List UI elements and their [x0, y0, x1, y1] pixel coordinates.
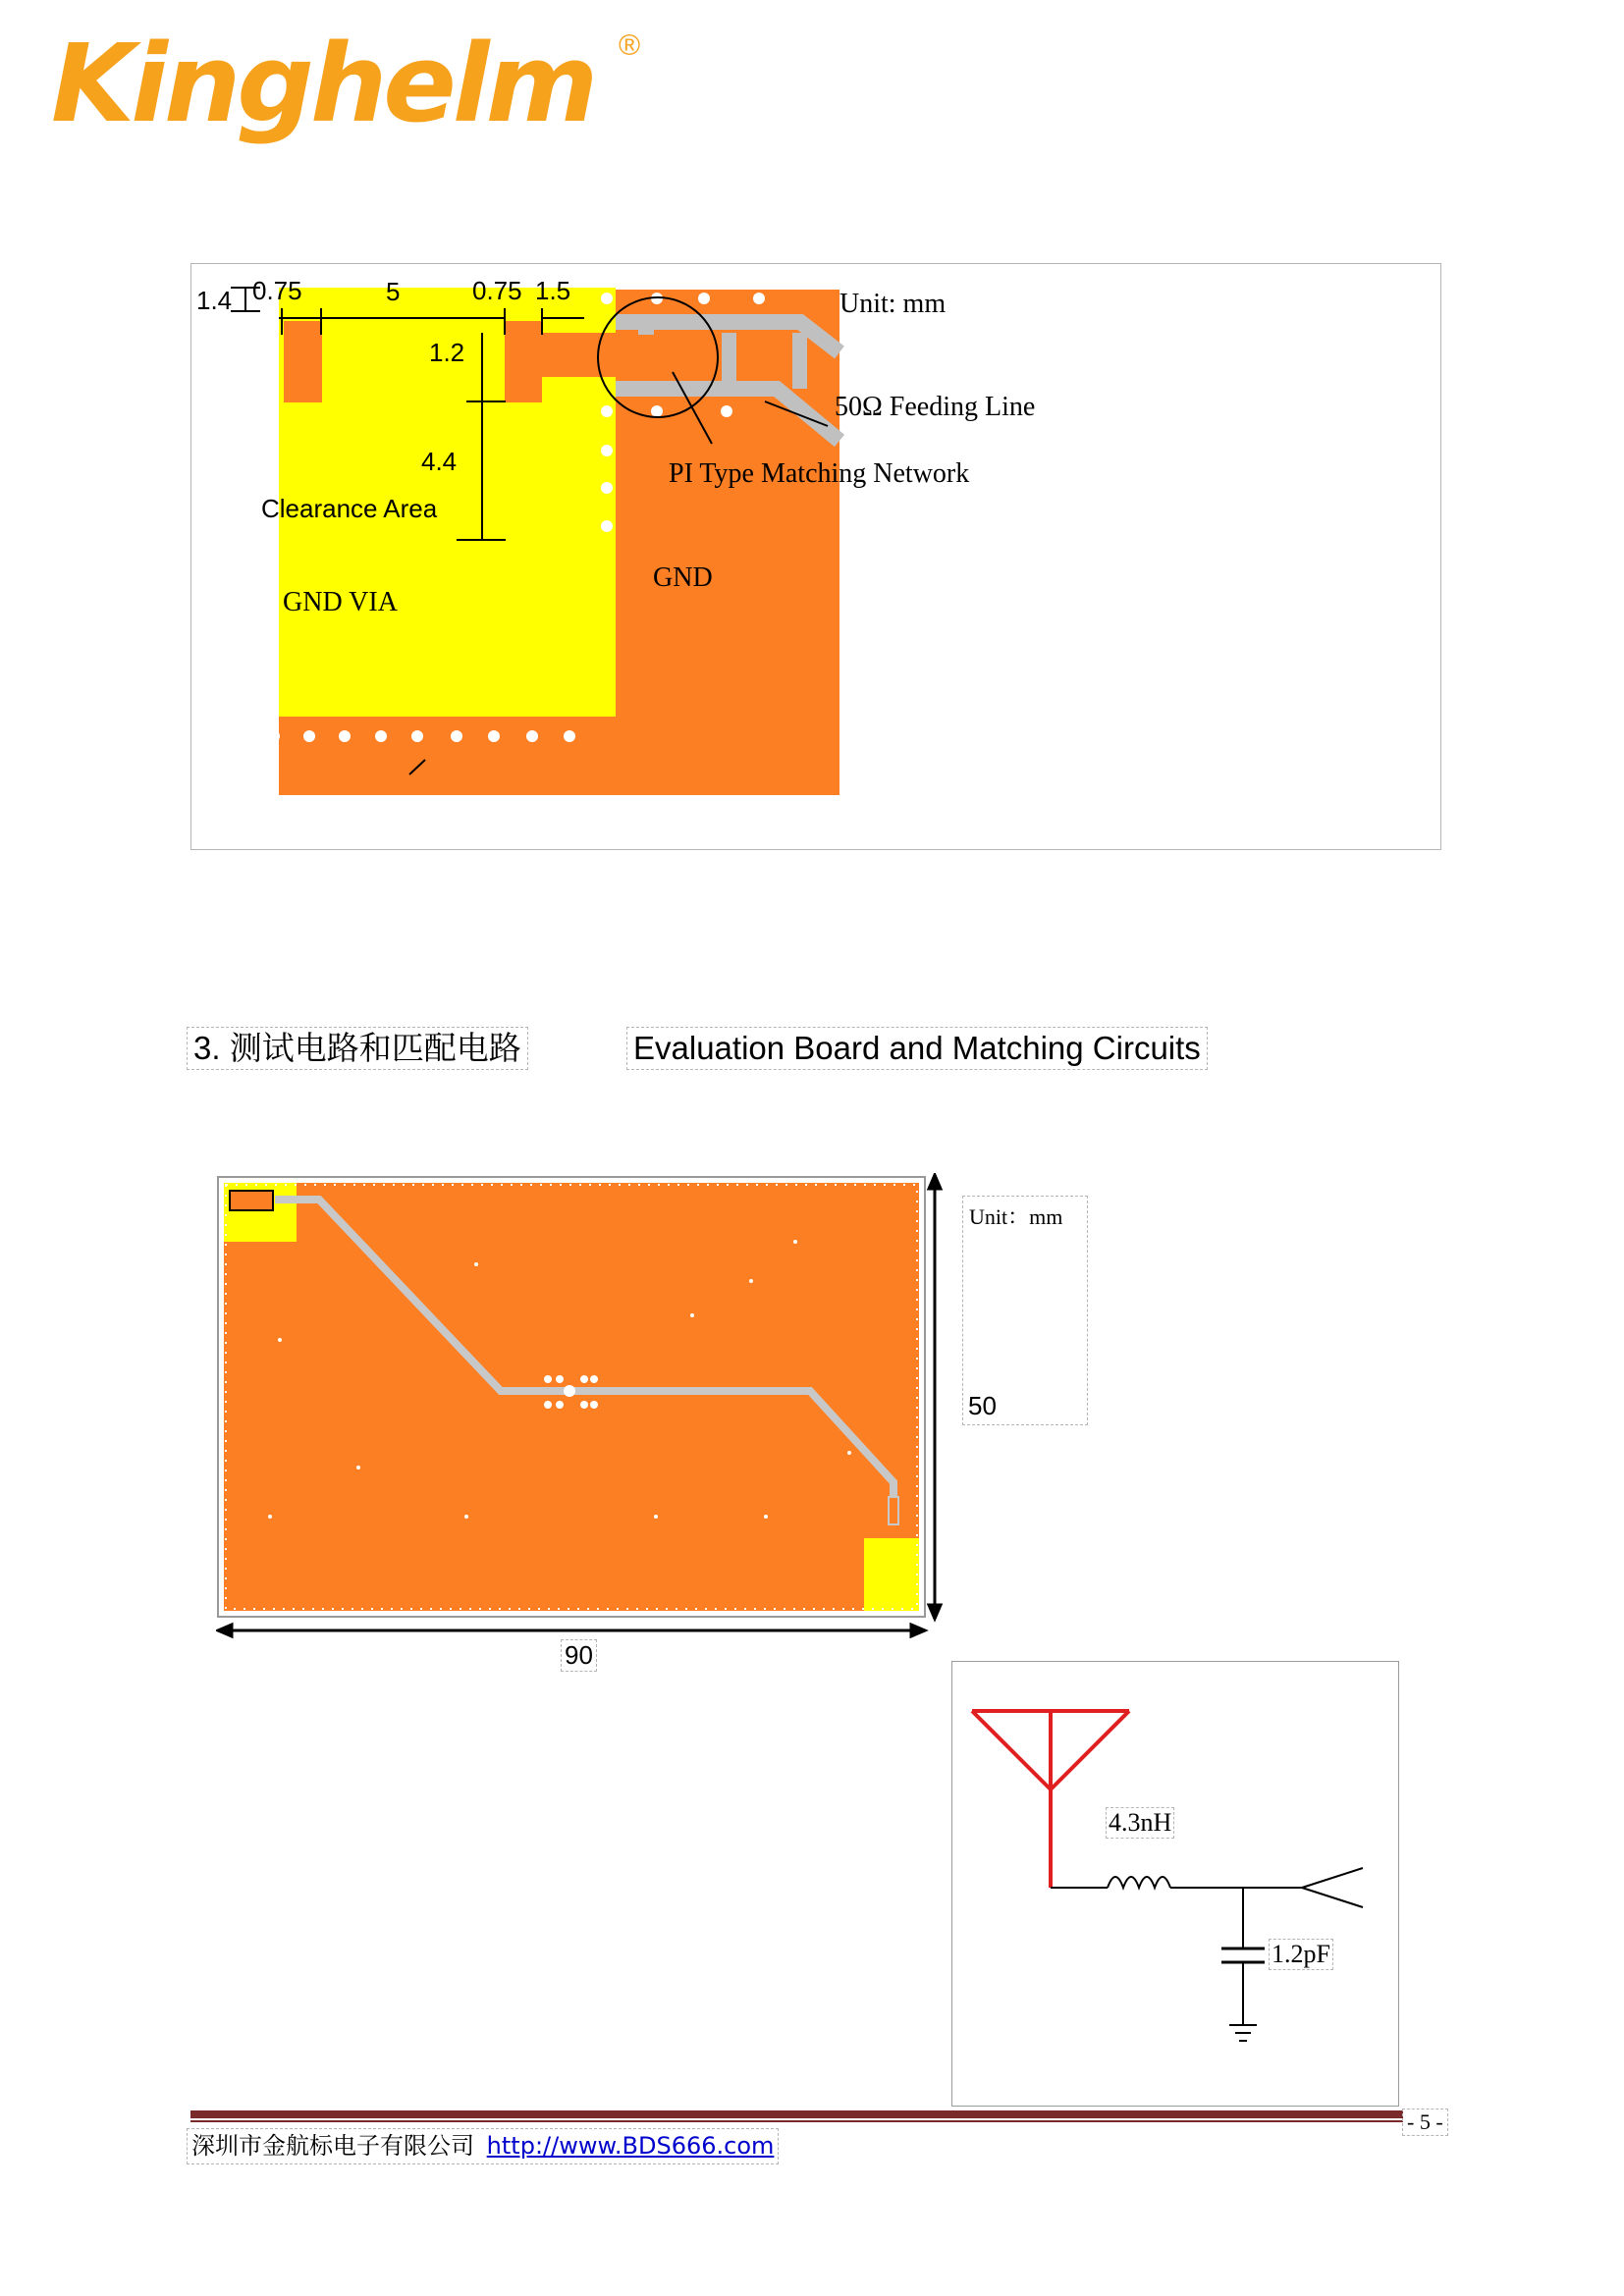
board-width-label: 90 — [561, 1639, 597, 1672]
dim-1-2: 1.2 — [429, 338, 465, 367]
antenna-symbol — [972, 1711, 1129, 1888]
footer-url-link[interactable]: http://www.BDS666.com — [486, 2132, 775, 2160]
antenna-layout-drawing — [191, 264, 1442, 851]
antenna-pad-left — [284, 321, 322, 402]
capacitor-label: 1.2pF — [1269, 1939, 1333, 1970]
gnd-via-label: GND VIA — [283, 587, 398, 617]
registered-mark: ® — [619, 29, 641, 62]
inductor-symbol — [1108, 1877, 1170, 1888]
matching-circuit-figure — [951, 1661, 1399, 2107]
inductor-label: 4.3nH — [1106, 1807, 1174, 1839]
feeding-line-label: 50Ω Feeding Line — [835, 392, 1036, 422]
shunt-element-right — [792, 333, 807, 389]
footer-rule — [190, 2110, 1403, 2118]
board-antenna-chip — [230, 1191, 273, 1210]
board-unit-box — [962, 1196, 1088, 1425]
evaluation-board-figure — [216, 1173, 943, 1639]
gnd-label: GND — [653, 562, 713, 593]
footer-text — [187, 2128, 779, 2164]
board-clearance-bottom-right — [864, 1538, 919, 1611]
page-number: - 5 - — [1402, 2109, 1448, 2136]
section-english-title: Evaluation Board and Matching Circuits — [626, 1027, 1208, 1070]
clearance-label: Clearance Area — [261, 494, 438, 523]
board-height-label: 50 — [968, 1391, 997, 1420]
dim-5: 5 — [386, 277, 401, 306]
feed-trace — [542, 333, 716, 377]
dim-1-4: 1.4 — [196, 286, 233, 315]
matching-network-label: PI Type Matching Network — [669, 458, 970, 489]
dim-0-75-a: 0.75 — [252, 276, 302, 305]
shunt-element-left — [722, 333, 736, 389]
footer-rule-thin — [190, 2120, 1403, 2122]
board-unit-label: Unit：mm — [969, 1204, 1063, 1229]
section-number-title: 3. 测试电路和匹配电路 — [187, 1027, 528, 1070]
antenna-pad-right — [505, 321, 542, 402]
dim-0-75-b: 0.75 — [472, 276, 522, 305]
dim-1-5: 1.5 — [535, 276, 571, 305]
dim-4-4: 4.4 — [421, 447, 458, 476]
kinghelm-logo: Kinghelm — [51, 21, 595, 146]
evaluation-board-drawing — [216, 1173, 943, 1639]
matching-circuit-drawing — [952, 1662, 1400, 2108]
antenna-layout-figure — [190, 263, 1441, 850]
unit-label: Unit: mm — [839, 289, 947, 319]
footer-company: 深圳市金航标电子有限公司 — [191, 2134, 474, 2160]
